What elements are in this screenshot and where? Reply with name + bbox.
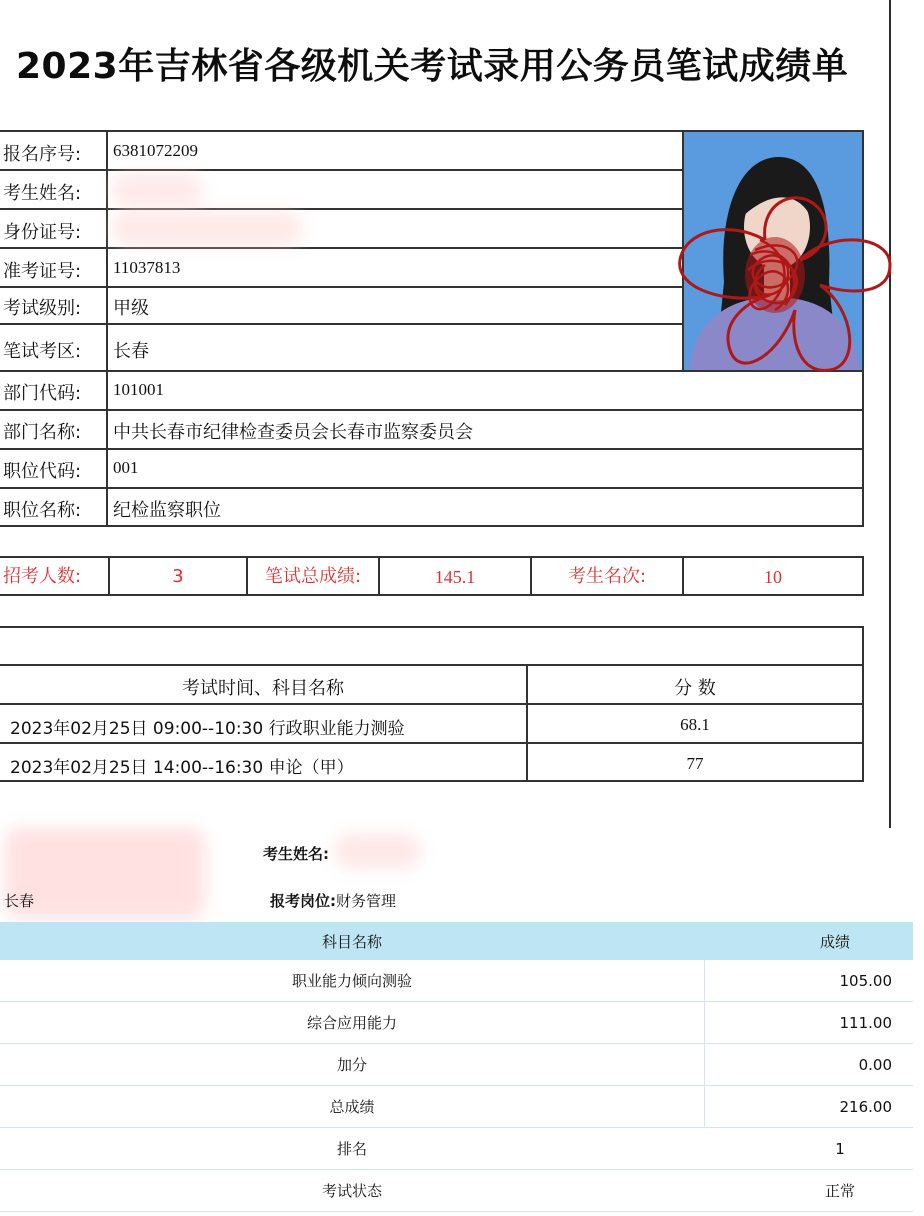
table-rule [0,703,864,705]
candidate-info-table [0,130,864,527]
table-row [0,1002,913,1044]
table-rule [0,487,864,489]
value-dept-name: 中共长春市纪律检查委员会长春市监察委员会 [113,422,473,443]
row-subject: 职业能力倾向测验 [291,972,412,990]
table-rule [0,448,864,450]
table-rule [0,286,684,288]
table-row [0,1128,913,1170]
label-candidate-name: 考生姓名: [3,183,82,204]
summary-row [0,556,864,596]
table-row [0,960,913,1002]
left-truncated-text: 长春 [4,892,35,910]
label-position-code: 职位代码: [3,461,82,482]
table-row [0,1170,913,1212]
value-position-name: 纪检监察职位 [113,500,221,521]
table-rule [0,208,684,210]
row-subject: 考试状态 [321,1182,382,1200]
score-row-subject: 2023年02月25日 14:00--16:30 申论（甲） [10,758,354,778]
value-position-code: 001 [113,458,139,477]
row-score: 111.00 [704,1002,892,1043]
page-title: 2023年吉林省各级机关考试录用公务员笔试成绩单 [16,46,849,87]
rank-value: 10 [764,567,782,587]
label-dept-name: 部门名称: [3,422,82,443]
rank-label: 考生名次: [567,566,647,587]
label-position-name: 职位名称: [3,500,82,521]
label-exam-area: 笔试考区: [3,341,82,362]
redaction-blur [112,174,202,206]
table-header-row [0,922,913,960]
applied-post-field [270,890,396,911]
table-row [0,1044,913,1086]
written-total-value: 145.1 [434,567,476,587]
second-result-panel [0,828,924,1216]
row-score: 1 [835,1139,845,1158]
redaction-blur [112,212,302,246]
table-rule [0,664,864,666]
row-score: 正常 [824,1182,855,1200]
applied-post-label: 报考岗位: [270,892,336,910]
table-rule [0,409,864,411]
row-score: 0.00 [704,1044,892,1085]
score-row-value: 77 [686,754,704,773]
candidate-name-field [263,843,329,864]
header-subject: 科目名称 [321,932,382,951]
recruit-count-value: 3 [172,566,184,587]
label-admission-no: 准考证号: [3,261,82,282]
table-rule [0,323,684,325]
header-score: 成绩 [819,932,850,951]
row-score: 105.00 [704,960,892,1001]
redaction-blur [5,828,205,918]
label-id-number: 身份证号: [3,222,82,243]
score-detail-table [0,922,913,1212]
score-row-value: 68.1 [680,715,710,734]
label-registration-no: 报名序号: [3,144,82,165]
value-exam-level: 甲级 [113,298,149,319]
value-dept-code: 101001 [113,380,164,399]
scores-header-subject: 考试时间、科目名称 [182,678,344,699]
label-exam-level: 考试级别: [3,298,82,319]
table-rule [0,525,864,527]
table-rule [0,780,864,782]
candidate-name-label: 考生姓名: [263,845,329,863]
scores-header-score: 分 数 [674,678,716,699]
value-registration-no: 6381072209 [113,141,198,160]
row-subject: 加分 [336,1056,367,1074]
row-score: 216.00 [704,1086,892,1127]
table-rule [0,169,684,171]
value-exam-area: 长春 [113,341,149,362]
recruit-count-label: 招考人数: [3,566,82,587]
label-dept-code: 部门代码: [3,383,82,404]
written-total-label: 笔试总成绩: [264,566,362,587]
table-rule [0,626,864,628]
table-rule [106,130,108,527]
redaction-blur [335,834,420,868]
table-rule [0,742,864,744]
table-rule [0,247,684,249]
score-row-subject: 2023年02月25日 09:00--10:30 行政职业能力测验 [10,719,405,739]
row-subject: 总成绩 [329,1098,375,1116]
value-admission-no: 11037813 [113,258,181,277]
row-subject: 排名 [336,1140,367,1158]
red-scribble-overlay [670,180,900,390]
table-rule [862,626,864,782]
exam-scores-table [0,626,864,782]
applied-post-value: 财务管理 [336,892,397,910]
paper-edge-line [889,0,891,828]
row-subject: 综合应用能力 [306,1014,397,1032]
table-row [0,1086,913,1128]
